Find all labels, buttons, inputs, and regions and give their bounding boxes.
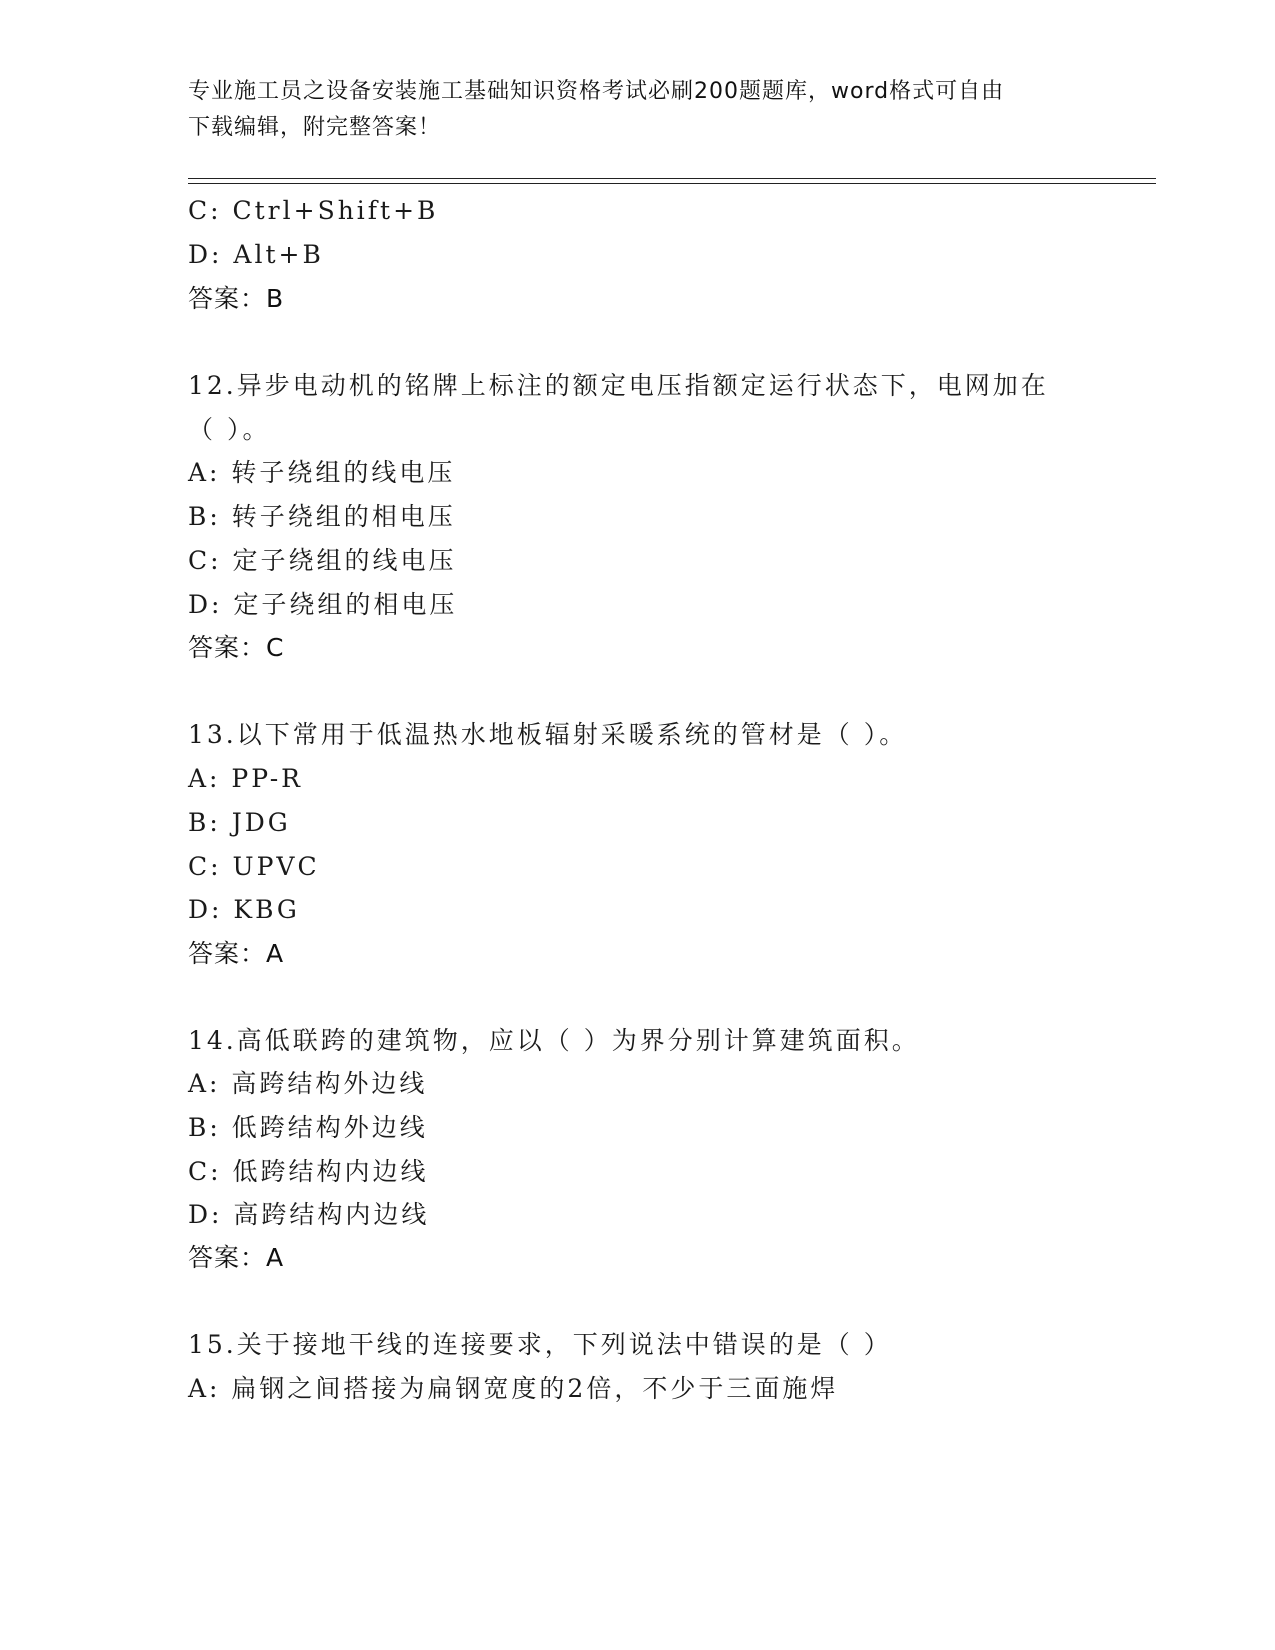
q14-option-a: A: 高跨结构外边线	[188, 1069, 428, 1098]
q12-option-c: C: 定子绕组的线电压	[188, 546, 457, 575]
q14-option-c: C: 低跨结构内边线	[188, 1157, 429, 1186]
header-divider-top	[188, 178, 1156, 179]
q12-option-d: D: 定子绕组的相电压	[188, 590, 458, 619]
q12-stem-line2: （ ）。	[188, 415, 271, 444]
q14-option-d: D: 高跨结构内边线	[188, 1200, 430, 1229]
q12-option-a: A: 转子绕组的线电压	[188, 458, 456, 487]
q12-option-b: B: 转子绕组的相电压	[188, 502, 456, 531]
q11-option-d: D: Alt+B	[188, 240, 324, 269]
q11-option-c: C: Ctrl+Shift+B	[188, 196, 439, 225]
q15-option-a: A: 扁钢之间搭接为扁钢宽度的2倍，不少于三面施焊	[188, 1374, 839, 1403]
q13-answer: 答案：A	[188, 939, 285, 968]
q14-answer: 答案：A	[188, 1243, 285, 1272]
q13-option-b: B: JDG	[188, 808, 291, 837]
header-title-line2: 下载编辑，附完整答案！	[188, 115, 442, 140]
q13-stem: 13.以下常用于低温热水地板辐射采暖系统的管材是（ ）。	[188, 720, 908, 749]
document-header	[188, 74, 1078, 146]
q13-option-c: C: UPVC	[188, 852, 320, 881]
q15-stem: 15.关于接地干线的连接要求，下列说法中错误的是（ ）	[188, 1330, 892, 1359]
q12-answer: 答案：C	[188, 633, 285, 662]
q12-stem-line1: 12.异步电动机的铭牌上标注的额定电压指额定运行状态下，电网加在	[188, 371, 1049, 400]
q13-option-a: A: PP-R	[188, 764, 303, 793]
q11-answer: 答案：B	[188, 284, 285, 313]
header-divider-bottom	[188, 183, 1156, 184]
q13-option-d: D: KBG	[188, 895, 300, 924]
header-title-line1: 专业施工员之设备安装施工基础知识资格考试必刷200题题库，word格式可自由	[188, 79, 1005, 104]
q14-stem: 14.高低联跨的建筑物，应以（ ）为界分别计算建筑面积。	[188, 1026, 920, 1055]
q14-option-b: B: 低跨结构外边线	[188, 1113, 428, 1142]
